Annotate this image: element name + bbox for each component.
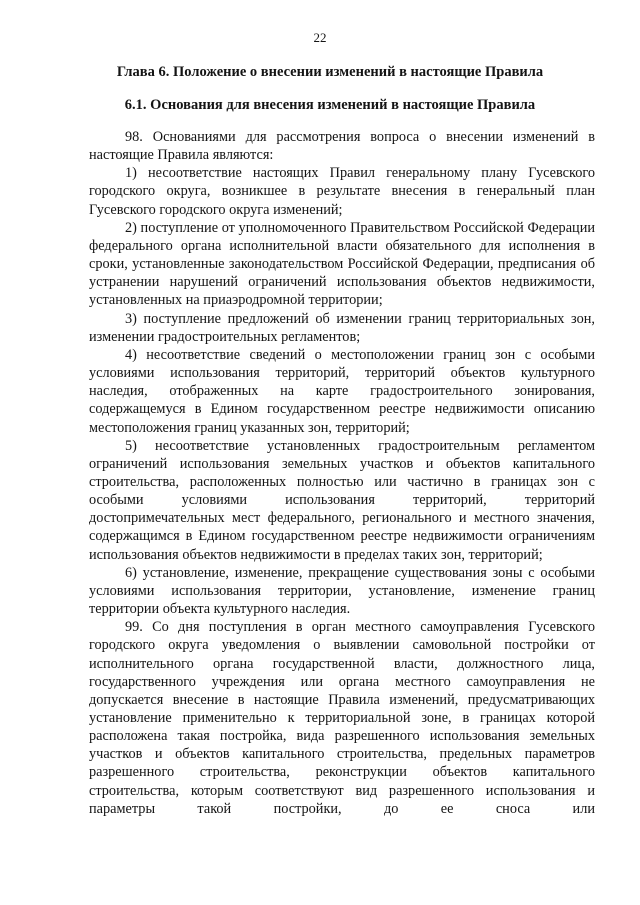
list-item-4: 4) несоответствие сведений о местоположении границ зон с особыми условиями использования территорий, территорий объектов культурного наследия, отображенных на карте градостроительного зонирования, содержащемуся в Едином государственном реестре недвижимости описанию местоположения границ указанных зон, территорий; [89,346,595,436]
paragraph-99: 99. Со дня поступления в орган местного самоуправления Гусевского городского округа уведомления о выявлении самовольной постройки от исполнительного органа государственной власти, должностного лица, государственного учреждения или органа местного самоуправления не допускается внесение в настоящие Правила изменений, предусматривающих установление применительно к территориальной зоне, в границах которой расположена такая постройка, вида разрешенного использования земельных участков и объектов капитального строительства, предельных параметров разрешенного строительства, реконструкции объектов капитального строительства, которым соответствуют вид разрешенного использования и параметры такой постройки, до ее сноса или [89,619,595,817]
page-number: 22 [313,30,327,45]
list-item-1: 1) несоответствие настоящих Правил генеральному плану Гусевского городского округа, возникшее в результате внесения в генеральный план Гусевского городского округа изменений; [89,165,595,218]
section-title: 6.1. Основания для внесения изменений в настоящие Правила [124,97,536,113]
list-item-2: 2) поступление от уполномоченного Правительством Российской Федерации федерального органа исполнительной власти обязательного для исполнения в сроки, установленные законодательством Российской Федерации, предписания об устранении нарушений ограничений использования объектов недвижимости, установленных на приаэродромной территории; [89,219,595,309]
paragraph-98: 98. Основаниями для рассмотрения вопроса о внесении изменений в настоящие Правила являются: [89,129,595,164]
list-item-5: 5) несоответствие установленных градостроительным регламентом ограничений использования земельных участков и объектов капитального строительства, расположенных полностью или частично в границах зон с особыми условиями использования территорий, территорий достопримечательных мест федерального, регионального и местного значения, содержащимся в Едином государственном реестре недвижимости ограничениям использования объектов недвижимости в пределах таких зон, территорий; [89,437,595,563]
document-body [89,128,595,818]
list-item-3: 3) поступление предложений об изменении границ территориальных зон, изменении градостроительных регламентов; [89,310,595,345]
chapter-title: Глава 6. Положение о внесении изменений в настоящие Правила [116,64,544,80]
list-item-6: 6) установление, изменение, прекращение существования зоны с особыми условиями использования территории, установление, изменение границ территории объекта культурного наследия. [89,564,595,618]
